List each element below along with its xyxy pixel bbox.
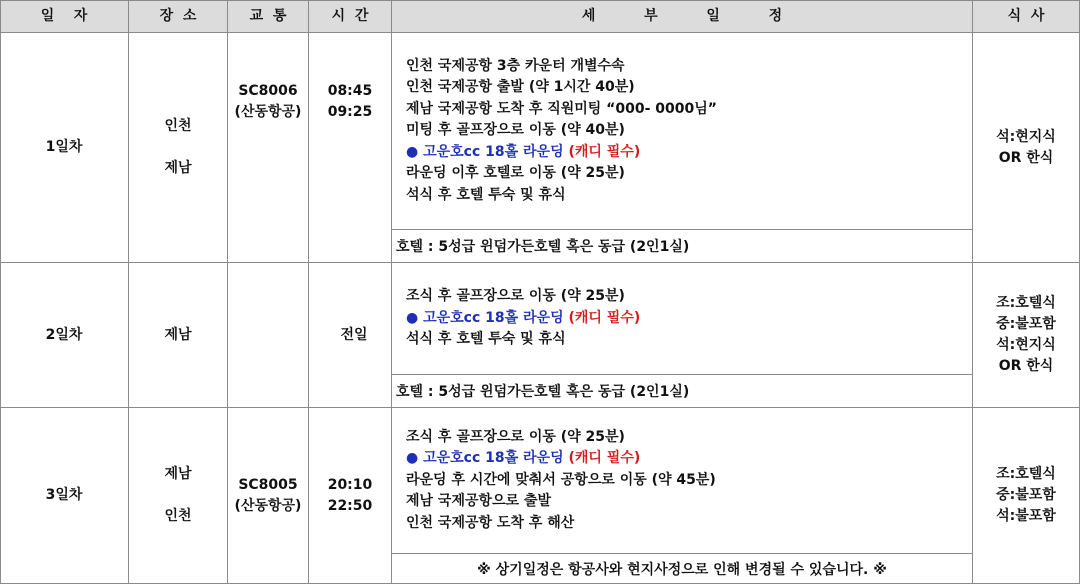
schedule-line: 조식 후 골프장으로 이동 (약 25분) — [406, 428, 625, 445]
header-day — [0, 0, 129, 33]
hotel-text: 호텔 : 5성급 윈덤가든호텔 혹은 동급 (2인1실) — [396, 384, 690, 400]
schedule-line: 석식 후 호텔 투숙 및 휴식 — [406, 186, 566, 203]
round-line — [406, 308, 972, 330]
meal-line: 중:불포함 — [996, 316, 1056, 332]
day3-depart-time: 20:10 — [327, 476, 373, 493]
day3-place-from: 제남 — [164, 466, 192, 482]
round-line — [406, 142, 972, 164]
meal-line: 석:불포함 — [996, 508, 1056, 524]
header-transport — [228, 0, 309, 33]
meal-line: 중:불포함 — [996, 487, 1056, 503]
meal-line: 석:현지식 — [996, 337, 1056, 353]
day3-notice — [392, 554, 973, 584]
day2-transport — [228, 263, 309, 408]
meal-line: 석:현지식 — [996, 128, 1056, 145]
round-line — [406, 448, 972, 470]
schedule-line: 인천 국제공항 출발 (약 1시간 40분) — [406, 79, 635, 96]
day3-transport — [228, 408, 309, 584]
day1-meal — [973, 33, 1080, 263]
day1-depart-time: 08:45 — [327, 83, 373, 99]
day3-text: 3일차 — [45, 487, 83, 503]
day2-time — [309, 263, 392, 408]
header-meal-label: 식 사 — [1007, 7, 1045, 24]
meal-line: OR 한식 — [998, 358, 1054, 374]
day1-flight-no: SC8006 — [238, 83, 298, 99]
header-day-label: 일 자 — [40, 7, 88, 24]
header-detail — [392, 0, 973, 33]
header-meal — [973, 0, 1080, 33]
meal-line: 조:호텔식 — [996, 295, 1056, 311]
day3-place — [129, 408, 228, 584]
header-time — [309, 0, 392, 33]
notice-text: ※ 상기일정은 항공사와 현지사정으로 인해 변경될 수 있습니다. ※ — [477, 561, 887, 578]
day1-arrive-time: 09:25 — [327, 104, 373, 120]
day1-hotel — [392, 230, 973, 263]
day1-time — [309, 33, 392, 263]
schedule-line: 석식 후 호텔 투숙 및 휴식 — [406, 331, 566, 348]
schedule-line: 인천 국제공항 3층 카운터 개별수속 — [406, 57, 625, 74]
day1-place-from: 인천 — [164, 118, 192, 134]
schedule-line: 제남 국제공항으로 출발 — [406, 493, 551, 510]
day3-time — [309, 408, 392, 584]
day1-place — [129, 33, 228, 263]
hotel-text: 호텔 : 5성급 윈덤가든호텔 혹은 동급 (2인1실) — [396, 239, 690, 255]
meal-line: OR 한식 — [998, 149, 1054, 166]
schedule-line: 제남 국제공항 도착 후 직원미팅 “000- 0000님” — [406, 100, 717, 117]
table-border-top — [0, 0, 1080, 1]
header-detail-label: 세 부 일 정 — [581, 7, 783, 24]
day2-label — [0, 263, 129, 408]
day3-arrive-time: 22:50 — [327, 497, 373, 514]
schedule-line: 미팅 후 골프장으로 이동 (약 40분) — [406, 122, 625, 139]
day2-text: 2일차 — [45, 326, 83, 343]
day2-place — [129, 263, 228, 408]
round-text: 고운호cc 18홀 라운딩 — [423, 309, 564, 326]
table-border-left — [0, 0, 1, 584]
day1-label — [0, 33, 129, 263]
day3-label — [0, 408, 129, 584]
bullet-icon: ● — [406, 309, 419, 326]
caddie-note: (캐디 필수) — [568, 143, 641, 160]
bullet-icon: ● — [406, 450, 419, 467]
schedule-line: 라운딩 후 시간에 맞춰서 공항으로 이동 (약 45분) — [406, 471, 716, 488]
header-transport-label: 교 통 — [249, 7, 287, 24]
meal-line: 조:호텔식 — [996, 466, 1056, 482]
header-place-label: 장 소 — [159, 7, 197, 24]
day2-meal — [973, 263, 1080, 408]
day3-meal — [973, 408, 1080, 584]
day1-transport — [228, 33, 309, 263]
day2-hotel — [392, 375, 973, 408]
day3-place-to: 인천 — [164, 508, 192, 524]
header-place — [129, 0, 228, 33]
caddie-note: (캐디 필수) — [568, 450, 641, 467]
day1-schedule — [392, 33, 973, 230]
schedule-line: 조식 후 골프장으로 이동 (약 25분) — [406, 288, 625, 305]
day2-time-text: 전일 — [340, 326, 368, 343]
day3-flight-no: SC8005 — [238, 476, 298, 493]
day1-text: 1일차 — [45, 139, 83, 155]
day1-place-to: 제남 — [164, 160, 192, 176]
day2-schedule — [392, 263, 973, 375]
schedule-line: 인천 국제공항 도착 후 해산 — [406, 514, 575, 531]
caddie-note: (캐디 필수) — [568, 309, 641, 326]
day3-schedule — [392, 408, 973, 554]
day1-airline: (산동항공) — [234, 104, 302, 120]
schedule-line: 라운딩 이후 호텔로 이동 (약 25분) — [406, 165, 625, 182]
round-text: 고운호cc 18홀 라운딩 — [423, 450, 564, 467]
day3-airline: (산동항공) — [234, 497, 302, 514]
bullet-icon: ● — [406, 143, 419, 160]
day2-place-text: 제남 — [164, 326, 192, 343]
round-text: 고운호cc 18홀 라운딩 — [423, 143, 564, 160]
header-time-label: 시 간 — [331, 7, 369, 24]
